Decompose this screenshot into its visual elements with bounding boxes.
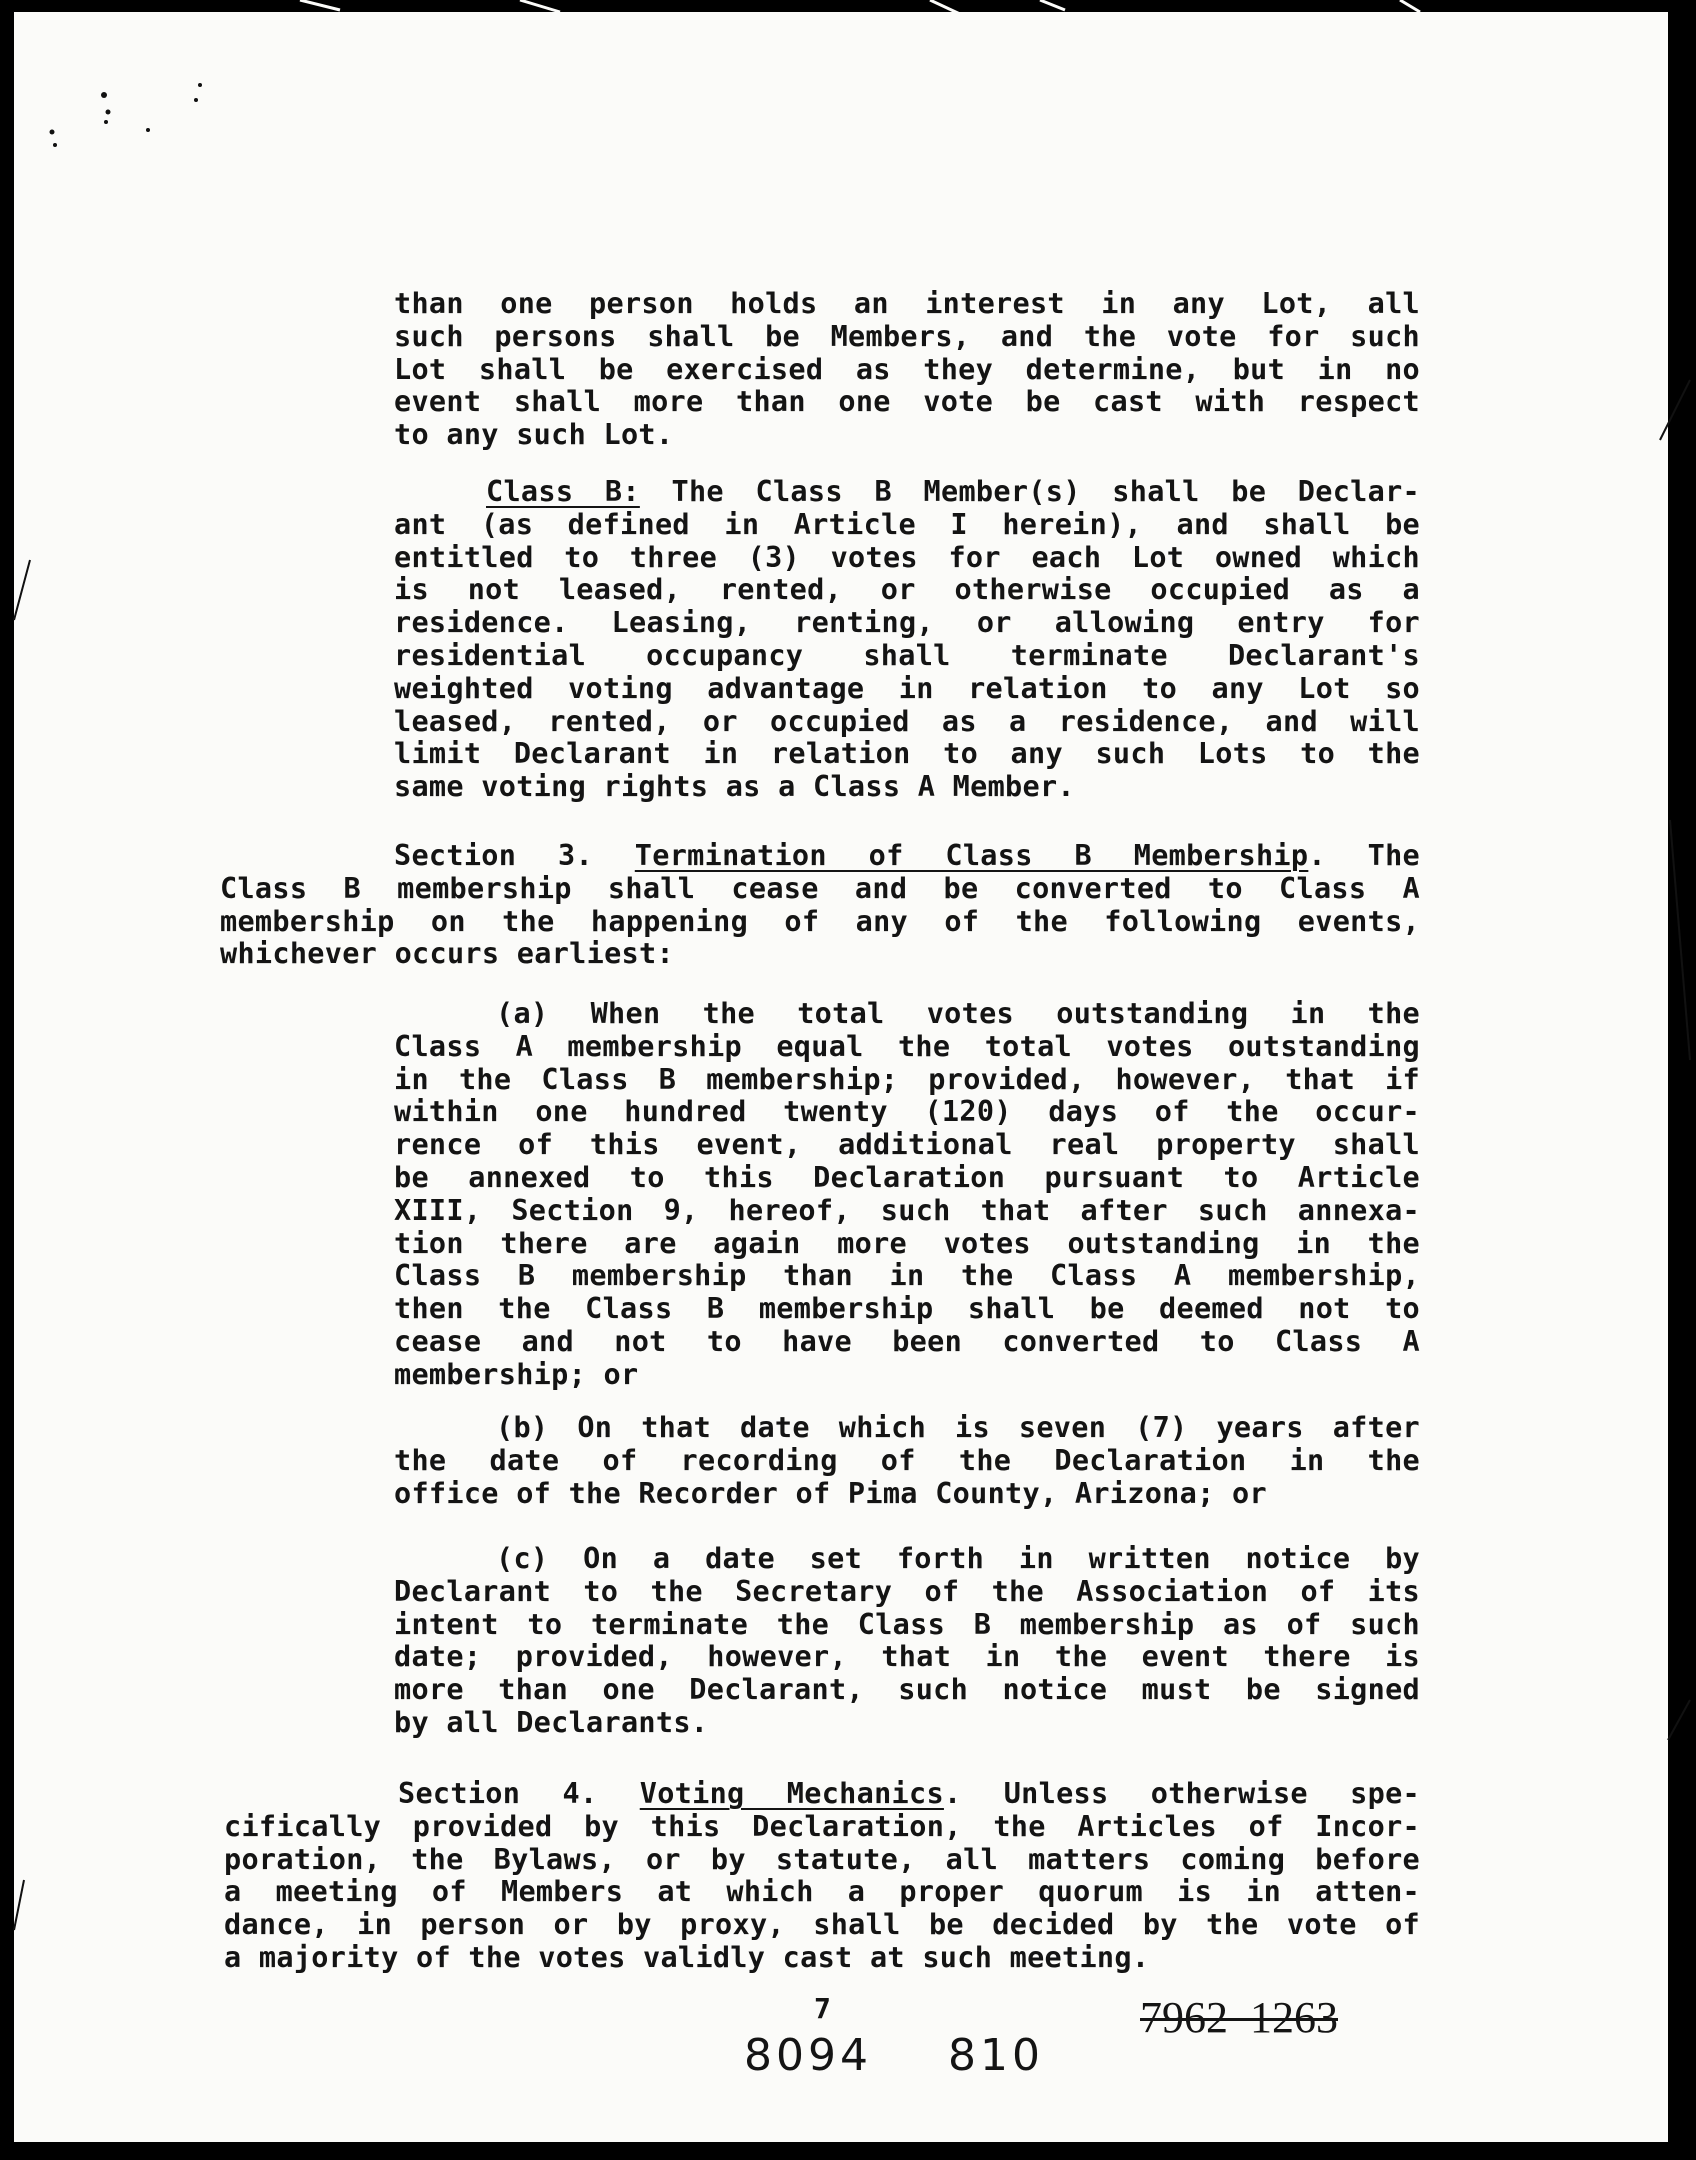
section-3-title: Termination of Class B Membership	[634, 839, 1309, 872]
text-line: same voting rights as a Class A Member.	[394, 770, 1075, 804]
text-line: than one person holds an interest in any Lot, all	[394, 287, 1420, 320]
text-line: Lot shall be exercised as they determine, but in no	[394, 352, 1420, 386]
text-line: Class B membership shall cease and be converted to Class A	[220, 871, 1420, 905]
paragraph-voting-members	[394, 288, 1420, 452]
docket-number: 8094	[744, 2030, 872, 2081]
text-line: intent to terminate the Class B membership as of such	[394, 1607, 1420, 1641]
text-line: office of the Recorder of Pima County, Arizona; or	[394, 1476, 1267, 1510]
text-line: Section 3. Termination of Class B Membership. The	[394, 839, 1420, 872]
text-line: (b) On that date which is seven (7) years after	[496, 1411, 1420, 1444]
text-line: cifically provided by this Declaration, the Articles of Incor-	[224, 1809, 1420, 1843]
text-line: Class B: The Class B Member(s) shall be Declar-	[486, 475, 1420, 508]
section-3-number: Section 3.	[394, 839, 593, 872]
text-line: (a) When the total votes outstanding in the	[496, 997, 1420, 1030]
section-4-title: Voting Mechanics	[639, 1777, 944, 1810]
text-line: within one hundred twenty (120) days of the occur-	[394, 1095, 1420, 1129]
text-line: (c) On a date set forth in written notice by	[496, 1542, 1420, 1575]
text-line: ant (as defined in Article I herein), and shall be	[394, 507, 1420, 541]
item-c	[394, 1543, 1420, 1740]
text-line: to any such Lot.	[394, 418, 674, 452]
item-a	[394, 998, 1420, 1392]
text-line: the date of recording of the Declaration in the	[394, 1443, 1420, 1477]
text-line: dance, in person or by proxy, shall be decided by the vote of	[224, 1908, 1420, 1942]
paragraph-class-b	[394, 476, 1420, 804]
text-line: in the Class B membership; provided, however, that if	[394, 1062, 1420, 1096]
text-line: rence of this event, additional real property shall	[394, 1128, 1420, 1162]
text-line: residential occupancy shall terminate Declarant's	[394, 638, 1420, 672]
text-line: weighted voting advantage in relation to any Lot so	[394, 671, 1420, 705]
text-line: limit Declarant in relation to any such Lots to the	[394, 737, 1420, 771]
text-line: event shall more than one vote be cast with respect	[394, 385, 1420, 419]
text-line: leased, rented, or occupied as a residence, and will	[394, 704, 1420, 738]
page-number: 7	[814, 1992, 831, 2025]
item-b	[394, 1412, 1420, 1510]
text-line: membership; or	[394, 1357, 639, 1391]
text-line: Class A membership equal the total votes outstanding	[394, 1029, 1420, 1063]
text-line: whichever occurs earliest:	[220, 937, 674, 971]
text-line: XIII, Section 9, hereof, such that after such annexa-	[394, 1193, 1420, 1227]
text-line: date; provided, however, that in the event there is	[394, 1640, 1420, 1674]
text-line: membership on the happening of any of the following events,	[220, 904, 1420, 938]
text-line: such persons shall be Members, and the vote for such	[394, 319, 1420, 353]
text-line: by all Declarants.	[394, 1705, 709, 1739]
text-line: a meeting of Members at which a proper quorum is in atten-	[224, 1875, 1420, 1909]
section-4	[224, 1778, 1420, 1975]
section-4-number: Section 4.	[398, 1777, 598, 1810]
docket-page: 810	[948, 2030, 1044, 2081]
text-line: Declarant to the Secretary of the Association of its	[394, 1574, 1420, 1608]
text-line: tion there are again more votes outstanding in the	[394, 1226, 1420, 1260]
text-line: residence. Leasing, renting, or allowing entry for	[394, 606, 1420, 640]
text-line: Class B membership than in the Class A membership,	[394, 1259, 1420, 1293]
text-line: entitled to three (3) votes for each Lot owned which	[394, 540, 1420, 574]
text-line: more than one Declarant, such notice must be signed	[394, 1673, 1420, 1707]
section-3	[220, 840, 1420, 971]
text-line: Section 4. Voting Mechanics. Unless otherwise spe-	[398, 1777, 1421, 1810]
text-line: poration, the Bylaws, or by statute, all matters coming before	[224, 1842, 1420, 1876]
text-line: is not leased, rented, or otherwise occupied as a	[394, 573, 1420, 607]
struck-record-number: 7962 1263	[1140, 1993, 1338, 2042]
class-b-heading: Class B:	[486, 475, 640, 508]
text-line: a majority of the votes validly cast at such meeting.	[224, 1940, 1150, 1974]
text-line: cease and not to have been converted to Class A	[394, 1324, 1420, 1358]
text-line: then the Class B membership shall be deemed not to	[394, 1292, 1420, 1326]
text-line: be annexed to this Declaration pursuant to Article	[394, 1160, 1420, 1194]
